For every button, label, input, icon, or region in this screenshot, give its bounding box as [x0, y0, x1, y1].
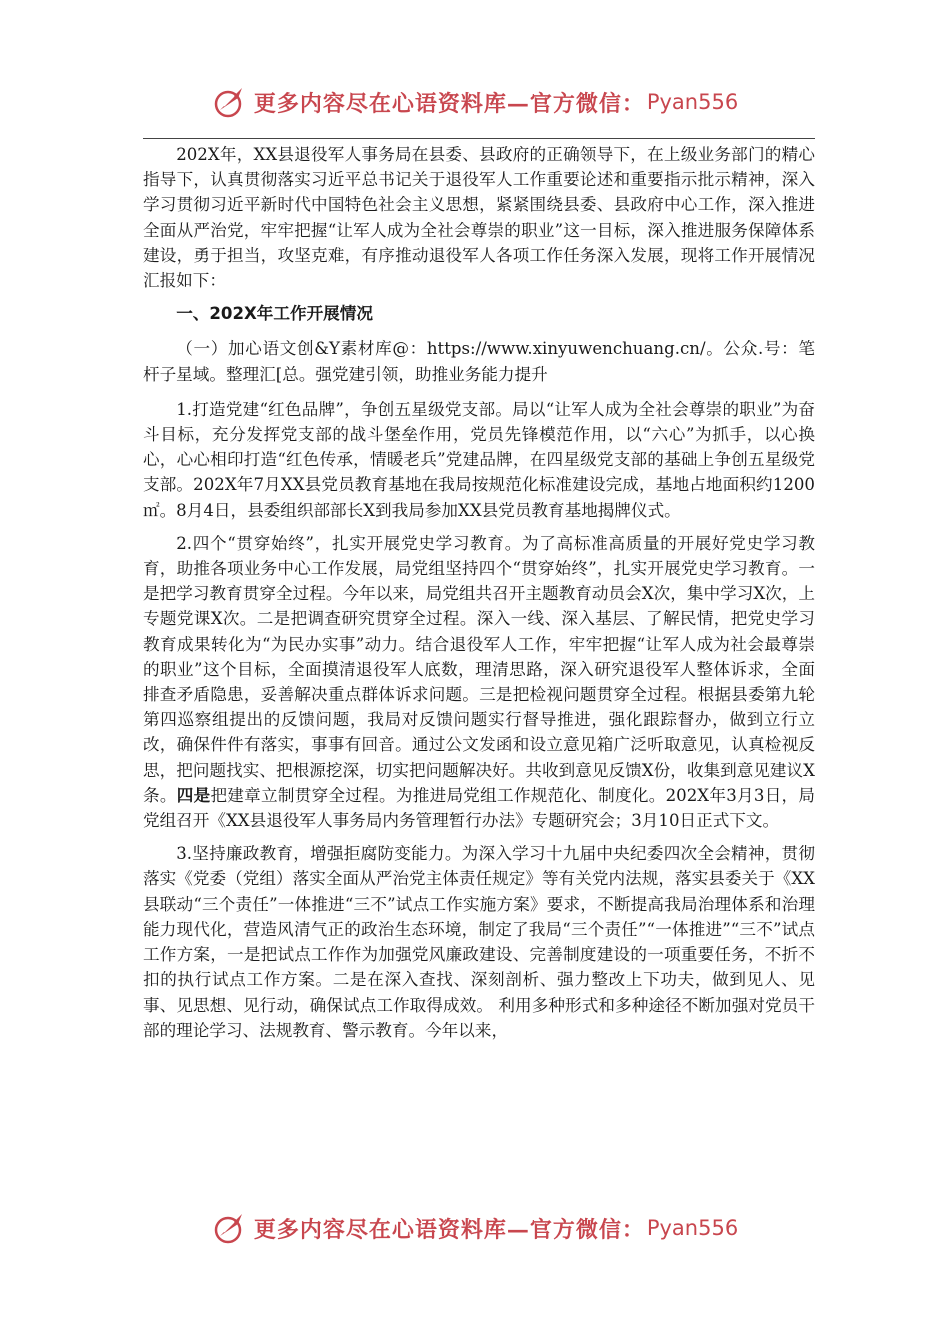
item-2-text-b: 把建章立制贯穿全过程。为推进局党组工作规范化、制度化。202X年3月3日，局党组召开《XX县退役军人事务局内务管理暂行办法》专题研究会；3月10日正式下文。 — [143, 785, 815, 831]
quill-logo-icon — [212, 84, 248, 120]
banner-text: 更多内容尽在心语资料库—官方微信： — [253, 90, 645, 117]
subsection-heading: （一）加心语文创&Y素材库@：https://www.xinyuwenchuang.cn/。公众.号：笔杆子星域。整理汇[总。强党建引领，助推业务能力提升 — [143, 339, 815, 384]
item-2-text-a: 2.四个“贯穿始终”，扎实开展党史学习教育。为了高标准高质量的开展好党史学习教育，助推各项业务中心工作发展，局党组坚持四个“贯穿始终”，扎实开展党史学习教育。一是把学习教育贯穿全过程。今年以来，局党组共召开主题教育动员会X次，集中学习X次，上专题党课X次。二是把调查研究贯穿全过程。深入一线、深入基层、了解民情，把党史学习教育成果转化为“为民办实事”动力。结合退役军人工作，牢牢把握“让军人成为社会最尊崇的职业”这个目标，全面摸清退役军人底数，理清思路，深入研究退役军人整体诉求，全面排查矛盾隐患，妥善解决重点群体诉求问题。三是把检视问题贯穿全过程。根据县委第九轮第四巡察组提出的反馈问题，我局对反馈问题实行督导推进，强化跟踪督办，做到立行立改，确保件件有落实，事事有回音。通过公文发函和设立意见箱广泛听取意见，认真检视反思，把问题找实、把根源挖深，切实把问题解决好。共收到意见反馈X份，收集到意见建议X条。 — [143, 533, 815, 805]
footer-watermark-banner — [0, 1206, 950, 1250]
header-divider — [143, 138, 815, 139]
item-2-paragraph — [143, 531, 815, 833]
intro-paragraph: 202X年，XX县退役军人事务局在县委、县政府的正确领导下，在上级业务部门的精心指导下，认真贯彻落实习近平总书记关于退役军人工作重要论述和重要指示批示精神，深入学习贯彻习近平新时代中国特色社会主义思想，紧紧围绕县委、县政府中心工作，深入推进全面从严治党，牢牢把握“让军人成为全社会尊崇的职业”这一目标，深入推进服务保障体系建设，勇于担当，攻坚克难，有序推动退役军人各项工作任务深入发展，现将工作开展情况汇报如下： — [143, 145, 815, 291]
banner-text: 更多内容尽在心语资料库—官方微信： — [253, 1216, 645, 1243]
item-3-paragraph: 3.坚持廉政教育，增强拒腐防变能力。为深入学习十九届中央纪委四次全会精神，贯彻落实《党委（党组）落实全面从严治党主体责任规定》等有关党内法规，落实县委关于《XX县联动“三个责任”一体推进“三不”试点工作实施方案》要求，不断提高我局治理体系和治理能力现代化，营造风清气正的政治生态环境，制定了我局“三个责任”“一体推进”“三不”试点工作方案，一是把试点工作作为加强党风廉政建设、完善制度建设的一项重要任务，不折不扣的执行试点工作方案。二是在深入查找、深刻剖析、强力整改上下功夫，做到见人、见事、见思想、见行动，确保试点工作取得成效。 利用多种形式和多种途径不断加强对党员干部的理论学习、法规教育、警示教育。今年以来， — [143, 844, 815, 1040]
document-body — [143, 142, 815, 1051]
section-heading: 一、202X年工作开展情况 — [176, 304, 373, 324]
item-1-paragraph: 1.打造党建“红色品牌”，争创五星级党支部。局以“让军人成为全社会尊崇的职业”为奋斗目标，充分发挥党支部的战斗堡垒作用，党员先锋模范作用，以“六心”为抓手，以心换心，心心相印打造“红色传承，情暖老兵”党建品牌，在四星级党支部的基础上争创五星级党支部。202X年7月XX县党员教育基地在我局按规范化标准建设完成，基地占地面积约1200㎡。8月4日，县委组织部部长X到我局参加XX县党员教育基地揭牌仪式。 — [143, 399, 815, 520]
item-2-bold: 四是 — [176, 785, 211, 805]
banner-contact: Pyan556 — [646, 1216, 739, 1240]
banner-contact: Pyan556 — [646, 90, 739, 114]
quill-logo-icon — [212, 1210, 248, 1246]
header-watermark-banner — [0, 80, 950, 124]
